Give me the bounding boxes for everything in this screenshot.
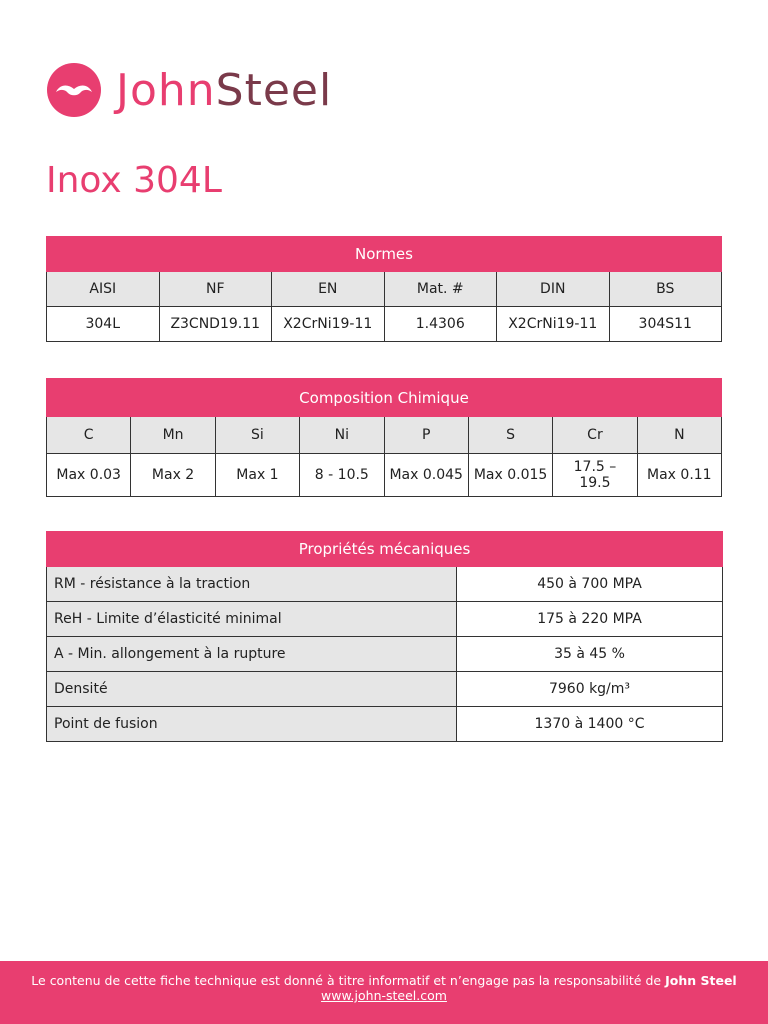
- property-label: Densité: [47, 672, 457, 707]
- normes-value-row: [47, 307, 722, 342]
- footer-line: [0, 973, 768, 988]
- composition-caption: Composition Chimique: [47, 379, 722, 417]
- normes-header-cell: BS: [609, 272, 722, 307]
- composition-header-cell: Mn: [131, 417, 215, 454]
- property-label: RM - résistance à la traction: [47, 567, 457, 602]
- normes-value-cell: X2CrNi19-11: [272, 307, 385, 342]
- table-row: [47, 707, 723, 742]
- normes-header-cell: AISI: [47, 272, 160, 307]
- page-title: Inox 304L: [46, 160, 222, 201]
- table-row: [47, 672, 723, 707]
- composition-table: [46, 378, 722, 497]
- property-value: 35 à 45 %: [457, 637, 723, 672]
- composition-value-cell: 17.5 – 19.5: [553, 454, 637, 497]
- composition-header-cell: P: [384, 417, 468, 454]
- normes-value-cell: 304L: [47, 307, 160, 342]
- mustache-icon: [46, 62, 102, 118]
- composition-value-cell: Max 0.015: [468, 454, 552, 497]
- composition-header-cell: Si: [215, 417, 299, 454]
- property-value: 1370 à 1400 °C: [457, 707, 723, 742]
- normes-caption: Normes: [47, 237, 722, 272]
- normes-header-cell: EN: [272, 272, 385, 307]
- property-label: A - Min. allongement à la rupture: [47, 637, 457, 672]
- brand-logo: [46, 62, 332, 118]
- composition-header-cell: N: [637, 417, 721, 454]
- table-row: [47, 602, 723, 637]
- footer-disclaimer: [0, 961, 768, 1024]
- property-label: ReH - Limite d’élasticité minimal: [47, 602, 457, 637]
- composition-header-cell: C: [47, 417, 131, 454]
- normes-header-cell: NF: [159, 272, 272, 307]
- normes-value-cell: X2CrNi19-11: [497, 307, 610, 342]
- composition-value-cell: 8 - 10.5: [300, 454, 384, 497]
- mechanical-caption: Propriétés mécaniques: [47, 532, 723, 567]
- composition-header-cell: S: [468, 417, 552, 454]
- composition-value-cell: Max 1: [215, 454, 299, 497]
- normes-value-cell: 1.4306: [384, 307, 497, 342]
- normes-header-cell: Mat. #: [384, 272, 497, 307]
- composition-header-row: [47, 417, 722, 454]
- property-value: 175 à 220 MPA: [457, 602, 723, 637]
- brand-wordmark: [116, 65, 332, 116]
- composition-value-cell: Max 0.045: [384, 454, 468, 497]
- property-value: 450 à 700 MPA: [457, 567, 723, 602]
- property-label: Point de fusion: [47, 707, 457, 742]
- table-row: [47, 567, 723, 602]
- footer-brand: John Steel: [665, 973, 737, 988]
- normes-value-cell: Z3CND19.11: [159, 307, 272, 342]
- brand-name-john: John: [116, 64, 216, 116]
- composition-header-cell: Ni: [300, 417, 384, 454]
- normes-header-row: [47, 272, 722, 307]
- normes-table: [46, 236, 722, 342]
- normes-value-cell: 304S11: [609, 307, 722, 342]
- mechanical-table: [46, 531, 723, 742]
- composition-value-cell: Max 2: [131, 454, 215, 497]
- brand-name-steel: Steel: [215, 64, 333, 116]
- website-link[interactable]: www.john-steel.com: [321, 988, 447, 1003]
- table-row: [47, 637, 723, 672]
- composition-value-cell: Max 0.11: [637, 454, 721, 497]
- composition-value-row: [47, 454, 722, 497]
- property-value: 7960 kg/m³: [457, 672, 723, 707]
- footer-text: Le contenu de cette fiche technique est donné à titre informatif et n’engage pas la responsabilité de: [31, 973, 662, 988]
- composition-value-cell: Max 0.03: [47, 454, 131, 497]
- composition-header-cell: Cr: [553, 417, 637, 454]
- normes-header-cell: DIN: [497, 272, 610, 307]
